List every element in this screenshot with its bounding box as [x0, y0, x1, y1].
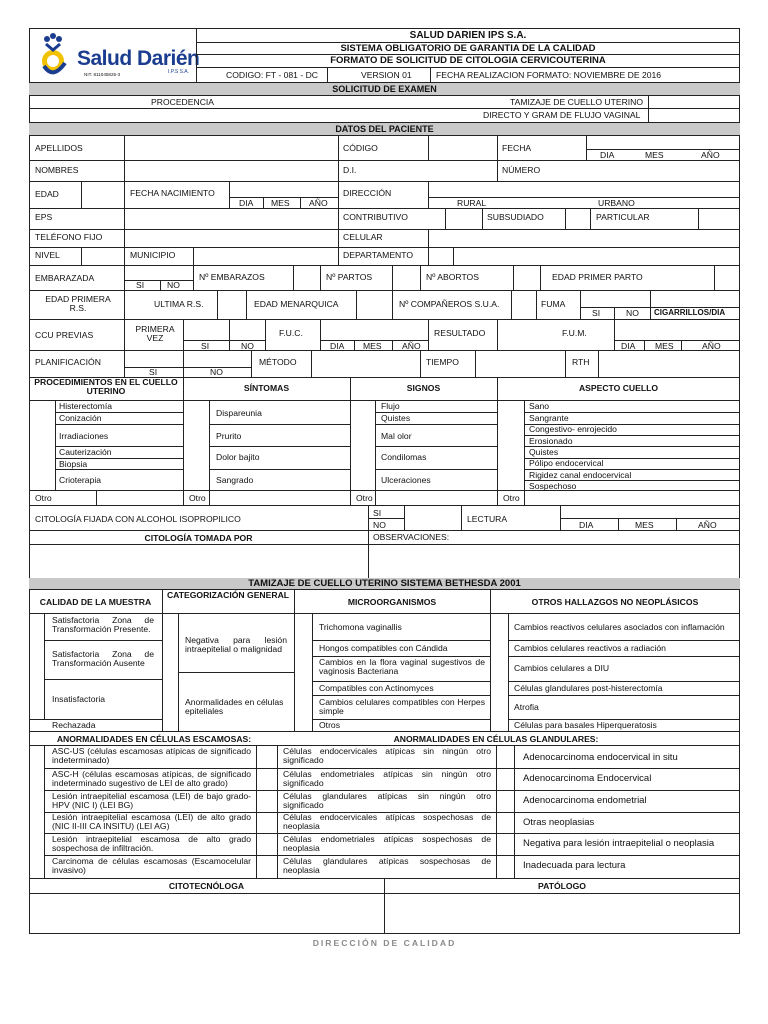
gla-glandulares[interactable]: Células glandulares atípicas sin ningún otro significado — [283, 791, 491, 811]
apellidos-label: APELLIDOS — [35, 143, 83, 153]
micro-herpes[interactable]: Cambios celulares compatibles con Herpes simple — [319, 697, 485, 717]
asp-erosionado[interactable]: Erosionado — [529, 436, 573, 446]
celular-label: CELULAR — [343, 232, 383, 242]
resultado-label: RESULTADO — [434, 328, 486, 338]
codigo-label: CÓDIGO — [343, 143, 378, 153]
procedimientos-title-text: PROCEDIMIENTOS EN EL CUELLO UTERINO — [34, 377, 178, 397]
ccu-si[interactable]: SI — [201, 341, 210, 351]
fum-label: F.U.M. — [562, 328, 587, 338]
asp-rigidez[interactable]: Rigidez canal endocervical — [529, 470, 632, 480]
direccion-label: DIRECCIÓN — [343, 188, 392, 198]
gla-endocervicales[interactable]: Células endocervicales atípicas sin ningún otro significado — [283, 746, 491, 766]
observaciones-label: OBSERVACIONES: — [373, 532, 450, 542]
format-title: FORMATO DE SOLICITUD DE CITOLOGIA CERVICOUTERINA — [330, 55, 606, 66]
fecha-mes: MES — [645, 150, 664, 160]
sig-condilomas[interactable]: Condilomas — [381, 452, 427, 462]
lectura-dia: DIA — [579, 520, 594, 530]
sig-flujo[interactable]: Flujo — [381, 401, 400, 411]
fijada-label: CITOLOGÍA FIJADA CON ALCOHOL ISOPROPILICO — [35, 514, 241, 524]
esc-lei-bg[interactable]: Lesión intraepitelial escamosa (LEI) de bajo grado- HPV (NIC I) (LEI BG) — [52, 791, 251, 811]
fum-mes: MES — [655, 341, 674, 351]
lectura-ano: AÑO — [698, 520, 717, 530]
planificacion-label: PLANIFICACIÓN — [35, 357, 101, 367]
categ-title-text: CATEGORIZACIÓN GENERAL — [166, 590, 290, 600]
ultima-rs-label: ULTIMA R.S. — [154, 299, 204, 309]
sig-otro[interactable]: Otro — [356, 493, 373, 503]
fum-dia: DIA — [621, 341, 636, 351]
solicitud-title: SOLICITUD DE EXAMEN — [332, 84, 437, 94]
fin-inadecuada[interactable]: Inadecuada para lectura — [523, 860, 626, 871]
micro-otros[interactable]: Otros — [319, 720, 341, 730]
asp-otro[interactable]: Otro — [503, 493, 520, 503]
aspecto-title: ASPECTO CUELLO — [578, 383, 659, 393]
bethesda-title: TAMIZAJE DE CUELLO UTERINO SISTEMA BETHESDA 2001 — [248, 578, 521, 589]
procedimientos-title — [29, 378, 183, 397]
otros-diu[interactable]: Cambios celulares a DIU — [514, 663, 610, 673]
rural-label: RURAL — [457, 198, 487, 208]
glandulares-title: ANORMALIDADES EN CÉLULAS GLANDULARES: — [393, 734, 599, 744]
proc-conizacion[interactable]: Conización — [59, 413, 102, 423]
numero-label: NÚMERO — [502, 165, 541, 175]
otros-radiacion[interactable]: Cambios celulares reactivos a radiación — [514, 643, 666, 653]
tomada-por-field[interactable] — [30, 545, 367, 577]
format-code: CODIGO: FT - 081 - DC — [226, 70, 318, 80]
nivel-label: NIVEL — [35, 250, 60, 260]
categ-anormalidades[interactable]: Anormalidades en células epiteliales — [185, 697, 284, 717]
categ-negativa[interactable]: Negativa para lesión intraepitelial o malignidad — [185, 635, 287, 655]
fin-otras-neoplasias[interactable]: Otras neoplasias — [523, 817, 595, 828]
asp-sangrante[interactable]: Sangrante — [529, 413, 569, 423]
esc-carcinoma[interactable]: Carcinoma de células escamosas (Escamocelular invasivo) — [52, 856, 251, 876]
proc-irradiaciones[interactable]: Irradiaciones — [59, 431, 109, 441]
micro-actinomyces[interactable]: Compatibles con Actinomyces — [319, 683, 434, 693]
urbano-label: URBANO — [598, 198, 635, 208]
proc-cauterizacion[interactable]: Cauterización — [59, 447, 112, 457]
fuc-dia: DIA — [330, 341, 345, 351]
proc-crioterapia[interactable]: Crioterapia — [59, 475, 102, 485]
fijada-no[interactable]: NO — [373, 520, 386, 530]
otros-hiperqueratosis[interactable]: Células para basales Hiperqueratosis — [514, 720, 657, 730]
sint-otro[interactable]: Otro — [189, 493, 206, 503]
departamento-label: DEPARTAMENTO — [343, 250, 414, 260]
primera-vez-label: PRIMERA VEZ — [135, 324, 175, 344]
calidad-presente[interactable]: Satisfactoria Zona de Transformación Presente. — [52, 615, 154, 635]
lectura-label: LECTURA — [467, 514, 508, 524]
logo-nit: NIT. 811045825-3 — [84, 72, 121, 77]
fecha-dia: DIA — [600, 150, 615, 160]
fin-adeno-endometrial[interactable]: Adenocarcinoma endometrial — [523, 795, 647, 806]
cigarrillos-label: CIGARRILLOS/DIA — [654, 308, 726, 317]
ccu-no[interactable]: NO — [241, 341, 254, 351]
patologo-signature-field[interactable] — [385, 894, 739, 933]
paciente-title: DATOS DEL PACIENTE — [335, 124, 434, 134]
apellidos-field[interactable] — [125, 136, 337, 159]
planif-no[interactable]: NO — [210, 367, 223, 377]
fuma-si[interactable]: SI — [592, 308, 601, 318]
ccu-previas-label: CCU PREVIAS — [35, 330, 94, 340]
di-label: D.I. — [343, 165, 357, 175]
sintomas-title: SÍNTOMAS — [243, 383, 290, 393]
calidad-title: CALIDAD DE LA MUESTRA — [39, 597, 152, 607]
signos-title: SIGNOS — [406, 383, 441, 393]
gla-glandulares-neoplasia[interactable]: Células glandulares atípicas sospechosas de neoplasia — [283, 856, 491, 876]
municipio-label: MUNICIPIO — [130, 250, 176, 260]
observaciones-field[interactable] — [369, 545, 739, 577]
asp-polipo[interactable]: Pólipo endocervical — [529, 458, 604, 468]
esc-asc-us[interactable]: ASC-US (células escamosas atípicas de significado indeterminado) — [52, 746, 251, 766]
micro-title: MICROORGANISMOS — [347, 597, 437, 607]
fijada-si[interactable]: SI — [373, 508, 382, 518]
nac-mes: MES — [271, 198, 290, 208]
calidad-ausente[interactable]: Satisfactoria Zona de Transformación Ausente — [52, 649, 154, 669]
nac-ano: AÑO — [309, 198, 328, 208]
companeros-label: Nº COMPAÑEROS S.U.A. — [399, 299, 500, 309]
embarazada-si[interactable]: SI — [136, 280, 145, 290]
rth-label: RTH — [572, 357, 590, 367]
fecha-ano: AÑO — [701, 150, 720, 160]
fin-negativa[interactable]: Negativa para lesión intraepitelial o neoplasia — [523, 838, 715, 849]
tomada-por-title: CITOLOGÍA TOMADA POR — [144, 533, 253, 543]
esc-asc-h[interactable]: ASC-H (células escamosas atípicas, de significado indeterminado sugestivo de LEI de alto grado) — [52, 769, 251, 789]
sig-ulceraciones[interactable]: Ulceraciones — [381, 475, 431, 485]
directo-option[interactable]: DIRECTO Y GRAM DE FLUJO VAGINAL — [483, 110, 641, 120]
fuc-ano: AÑO — [402, 341, 421, 351]
procedencia-label: PROCEDENCIA — [151, 97, 215, 107]
sint-dispareunia[interactable]: Dispareunia — [216, 408, 262, 418]
company-name: SALUD DARIEN IPS S.A. — [409, 30, 527, 41]
logo-text: Salud Darién — [77, 47, 200, 70]
fuma-no[interactable]: NO — [626, 308, 639, 318]
micro-hongos[interactable]: Hongos compatibles con Cándida — [319, 643, 448, 653]
metodo-label: MÉTODO — [259, 357, 297, 367]
edad-primer-parto-label: EDAD PRIMER PARTO — [552, 272, 643, 282]
esc-lei-ag[interactable]: Lesión intraepitelial escamosa (LEI) de alto grado (NIC II-III CA INSITU) (LEI AG) — [52, 812, 251, 832]
eps-label: EPS — [35, 212, 53, 222]
otros-atrofia[interactable]: Atrofia — [514, 702, 539, 712]
nac-dia: DIA — [239, 198, 254, 208]
gla-endocervicales-neoplasia[interactable]: Células endocervicales atípicas sospechosas de neoplasia — [283, 812, 491, 832]
micro-trichomona[interactable]: Trichomona vaginallis — [319, 622, 402, 632]
format-version: VERSION 01 — [361, 70, 412, 80]
asp-quistes[interactable]: Quistes — [529, 447, 559, 457]
micro-flora[interactable]: Cambios en la flora vaginal sugestivos de vaginosis Bacteriana — [319, 657, 485, 677]
fum-ano: AÑO — [702, 341, 721, 351]
sig-mal-olor[interactable]: Mal olor — [381, 431, 412, 441]
telefono-label: TELÉFONO FIJO — [35, 232, 103, 242]
nombres-label: NOMBRES — [35, 165, 79, 175]
tiempo-label: TIEMPO — [426, 357, 459, 367]
system-title: SISTEMA OBLIGATORIO DE GARANTIA DE LA CALIDAD — [340, 43, 596, 54]
otros-inflamacion[interactable]: Cambios reactivos celulares asociados con inflamación — [514, 622, 725, 632]
logo-sub: I.P.S S.A. — [168, 69, 190, 75]
gla-endometriales[interactable]: Células endometriales atípicas sin ningún otro significado — [283, 769, 491, 789]
lectura-mes: MES — [635, 520, 654, 530]
embarazada-no[interactable]: NO — [167, 280, 180, 290]
proc-otro[interactable]: Otro — [35, 493, 52, 503]
calidad-rechazada[interactable]: Rechazada — [52, 720, 96, 730]
sig-quistes[interactable]: Quistes — [381, 413, 411, 423]
n-abortos-label: Nº ABORTOS — [426, 272, 479, 282]
edad-label: EDAD — [35, 189, 59, 199]
embarazada-label: EMBARAZADA — [35, 273, 95, 283]
citotecnologa-title: CITOTECNÓLOGA — [168, 881, 245, 891]
subsudiado-label: SUBSUDIADO — [487, 212, 544, 222]
asp-sospechoso[interactable]: Sospechoso — [529, 481, 577, 491]
format-date: FECHA REALIZACION FORMATO: NOVIEMBRE DE 2016 — [436, 70, 662, 80]
edad-primera-rs-label: EDAD PRIMERA R.S. — [45, 294, 111, 314]
sint-prurito[interactable]: Prurito — [216, 431, 242, 441]
proc-histerectomia[interactable]: Histerectomía — [59, 401, 113, 411]
asp-sano[interactable]: Sano — [529, 401, 550, 411]
n-partos-label: Nº PARTOS — [326, 272, 373, 282]
n-embarazos-label: Nº EMBARAZOS — [199, 272, 265, 282]
gla-endometriales-neoplasia[interactable]: Células endometriales atípicas sospechosas de neoplasia — [283, 834, 491, 854]
fin-adeno-insitu[interactable]: Adenocarcinoma endocervical in situ — [523, 752, 678, 763]
sint-dolor[interactable]: Dolor bajito — [216, 452, 260, 462]
fecha-label: FECHA — [502, 143, 532, 153]
calidad-insatisfactoria[interactable]: Insatisfactoria — [52, 694, 106, 704]
tamizaje-option[interactable]: TAMIZAJE DE CUELLO UTERINO — [510, 97, 644, 107]
footer-text: DIRECCIÓN DE CALIDAD — [312, 938, 457, 948]
otros-post-histerectomia[interactable]: Células glandulares post-histerectomía — [514, 683, 663, 693]
categ-title — [162, 591, 294, 600]
asp-congestivo[interactable]: Congestivo- enrojecido — [529, 424, 617, 434]
otros-title: OTROS HALLAZGOS NO NEOPLÁSICOS — [531, 597, 699, 607]
fuma-label: FUMA — [541, 299, 566, 309]
fecha-nac-label: FECHA NACIMIENTO — [130, 188, 215, 198]
particular-label: PARTICULAR — [596, 212, 650, 222]
fuc-mes: MES — [363, 341, 382, 351]
edad-menarquica-label: EDAD MENARQUICA — [254, 299, 339, 309]
contributivo-label: CONTRIBUTIVO — [343, 212, 408, 222]
planif-si[interactable]: SI — [149, 367, 158, 377]
citotecnologa-signature-field[interactable] — [30, 894, 383, 933]
escamosas-title: ANORMALIDADES EN CÉLULAS ESCAMOSAS: — [56, 734, 252, 744]
fuc-label: F.U.C. — [279, 328, 303, 338]
sint-sangrado[interactable]: Sangrado — [216, 475, 254, 485]
fin-adeno-endocervical[interactable]: Adenocarcinoma Endocervical — [523, 773, 652, 784]
proc-biopsia[interactable]: Biopsia — [59, 459, 88, 469]
esc-infiltracion[interactable]: Lesión intraepitelial escamosa de alto grado sospechosa de infiltración. — [52, 834, 251, 854]
patologo-title: PATÓLOGO — [538, 881, 586, 891]
